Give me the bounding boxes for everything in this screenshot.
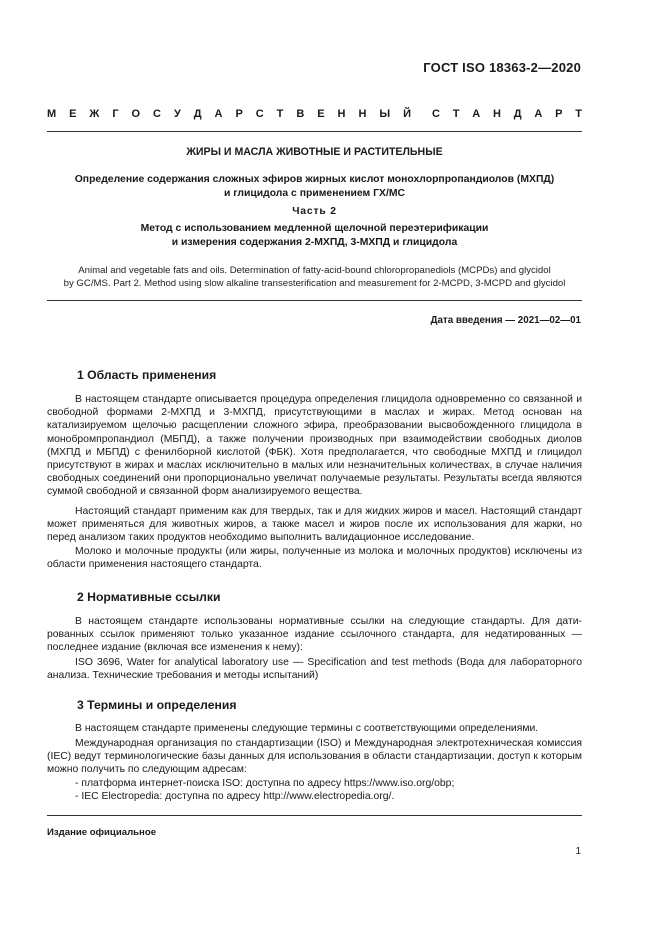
banner-letter: Р (555, 108, 563, 120)
section-1-paragraph: Настоящий стандарт применим как для твердых, так и для жидких жиров и масел. Настоящий стандарт может применяться для животных жиров, а также масел и жиров после их использования для жарки, но перед анализом таких продуктов необходимо выполнить валидационное исследование. (47, 506, 582, 544)
part-label: Часть 2 (292, 206, 337, 217)
footer-rule (47, 815, 582, 816)
section-1-heading: 1 Область применения (77, 368, 217, 382)
banner-letter: С (153, 108, 161, 120)
banner-letter: Н (358, 108, 367, 120)
header-rule (47, 131, 582, 132)
banner-letter: Ы (379, 108, 391, 120)
english-title (47, 264, 582, 290)
banner-letter: А (472, 108, 481, 120)
banner-letter: Е (69, 108, 77, 120)
page-number: 1 (575, 846, 581, 857)
banner-letter: Т (575, 108, 582, 120)
method-line: Метод с использованием медленной щелочной переэтерификации (140, 223, 489, 234)
banner-letter: А (534, 108, 543, 120)
section-1-paragraph: В настоящем стандарте описывается процедура определения глицидола одновременно со связанной и свободной формами 2-МХПД и 3-МХПД, присутствующими в маслах и жирах. Метод основан на катализируемом щелочью расщеплении сложного эфира, преобразовании высвобожденного глицидола в монобромпропандиол (МБПД), а также получении производных при взаимодействии свободных диолов (МХПД и МБПД) с фенилборной кислотой (ФБК). Хотя предполагается, что свободные МХПД и глицидол присутствуют в жирах и маслах исключительно в малых или незначительных количествах, в случае наличия свободных соединений они пропорционально увеличат получаемые результаты. Результаты всегда являются суммой свободной и связанной форм анализируемого вещества. (47, 394, 582, 498)
interstate-standard-banner (47, 108, 582, 121)
banner-letter: Т (276, 108, 284, 120)
english-title-line: by GC/MS. Part 2. Method using slow alkaline transesterification and measurement for 2-MCPD, 3-MCPD and glycidol (63, 278, 566, 289)
section-3-paragraph: Международная организация по стандартизации (ISO) и Международная электротехническая комиссия (IEC) ведут терминологические базы данных для использования в области стандартизации, доступ к которым можно получить по следующим адресам: (47, 738, 582, 776)
method-line: и измерения содержания 2-МХПД, 3-МХПД и глицидола (171, 236, 458, 248)
banner-letter: Т (452, 108, 460, 120)
method-title (47, 222, 582, 249)
section-3-heading: 3 Термины и определения (77, 698, 237, 712)
banner-letter: Н (492, 108, 501, 120)
document-number: ГОСТ ISO 18363-2—2020 (423, 60, 581, 75)
banner-letter: Д (193, 108, 202, 120)
subtitle-line: Определение содержания сложных эфиров жирных кислот монохлорпропандиолов (МХПД) (74, 174, 555, 185)
banner-letter: У (173, 108, 181, 120)
banner-letter: Й (403, 108, 411, 120)
banner-letter: М (47, 108, 57, 120)
banner-letter: О (131, 108, 141, 120)
banner-letter: Е (317, 108, 325, 120)
terminology-link-item: - платформа интернет-поиска ISO: доступна по адресу https://www.iso.org/obp; (75, 778, 455, 789)
banner-word-standard (432, 108, 582, 121)
subtitle-line: и глицидола с применением ГХ/МС (224, 187, 405, 199)
title-rule (47, 300, 582, 301)
section-3-paragraph: В настоящем стандарте применены следующие термины с соответствующими определениями. (75, 723, 539, 734)
banner-letter: А (214, 108, 223, 120)
section-1-paragraph: Молоко и молочные продукты (или жиры, полученные из молока и молочных продуктов) исключены из области применения настоящего стандарта. (47, 546, 582, 571)
banner-letter: Г (112, 108, 119, 120)
english-title-line: Animal and vegetable fats and oils. Determination of fatty-acid-bound chloropropanediols (MCPDs) and glycidol (78, 265, 551, 276)
official-edition-label: Издание официальное (47, 827, 157, 838)
banner-word-interstate (47, 108, 411, 121)
banner-letter: Н (337, 108, 346, 120)
banner-letter: С (432, 108, 440, 120)
banner-letter: Ж (89, 108, 100, 120)
standard-subtitle (47, 173, 582, 200)
banner-letter: Д (513, 108, 522, 120)
terminology-link-item: - IEC Electropedia: доступна по адресу http://www.electropedia.org/. (75, 791, 395, 802)
section-2-heading: 2 Нормативные ссылки (77, 590, 221, 604)
standard-title: ЖИРЫ И МАСЛА ЖИВОТНЫЕ И РАСТИТЕЛЬНЫЕ (186, 146, 443, 158)
section-2-paragraph: В настоящем стандарте использованы нормативные ссылки на следующие стандарты. Для датированных ссылок применяют только указанное издание ссылочного стандарта, для недатированных — последнее издание (включая все изменения к нему): (47, 616, 582, 654)
introduction-date: Дата введения — 2021—02—01 (430, 315, 581, 326)
section-2-reference: ISO 3696, Water for analytical laboratory use — Specification and test methods (Вода для лабораторного анализа. Технические требования и методы испытаний) (47, 657, 582, 682)
banner-letter: В (296, 108, 305, 120)
banner-letter: Р (235, 108, 243, 120)
banner-letter: С (255, 108, 264, 120)
